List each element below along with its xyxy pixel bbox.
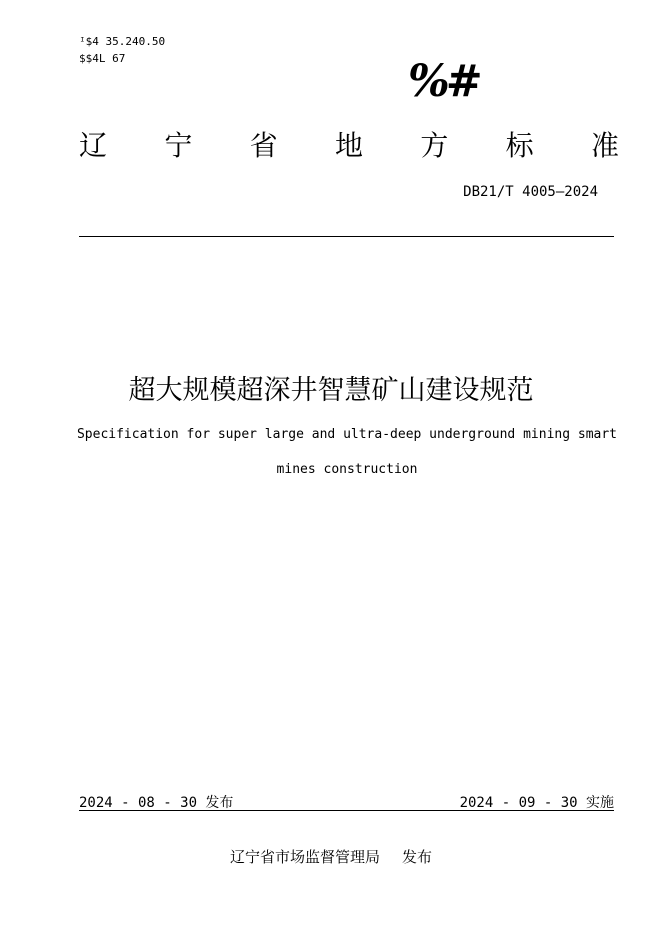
document-title-cn: 超大规模超深井智慧矿山建设规范 — [128, 375, 534, 406]
top-divider — [79, 236, 614, 237]
standard-type-heading — [79, 124, 619, 164]
heading-char: 辽 — [79, 129, 108, 162]
heading-char: 宁 — [164, 129, 193, 162]
bottom-divider — [79, 810, 614, 811]
publish-label: 发布 — [402, 848, 433, 866]
ccs-code: $$4L 67 — [79, 52, 126, 65]
issue-date: 2024 - 08 - 30 发布 — [79, 795, 234, 811]
heading-char: 准 — [590, 129, 619, 162]
title-en-line-1: Specification for super large and ultra-deep underground mining smart — [76, 427, 618, 442]
heading-char: 方 — [420, 129, 449, 162]
standard-number: DB21/T 4005—2024 — [463, 184, 598, 200]
heading-char: 省 — [249, 129, 278, 162]
publisher-line — [0, 846, 662, 867]
implementation-date: 2024 - 09 - 30 实施 — [459, 795, 614, 811]
heading-char: 标 — [505, 129, 534, 162]
ics-code: ᴵ$4 35.240.50 — [79, 35, 166, 48]
db-logo: %# — [408, 56, 479, 107]
heading-char: 地 — [334, 129, 363, 162]
document-title-en — [60, 417, 634, 487]
classification-codes — [79, 33, 165, 67]
title-en-line-2: mines construction — [276, 462, 418, 477]
publisher-name: 辽宁省市场监督管理局 — [229, 848, 380, 866]
